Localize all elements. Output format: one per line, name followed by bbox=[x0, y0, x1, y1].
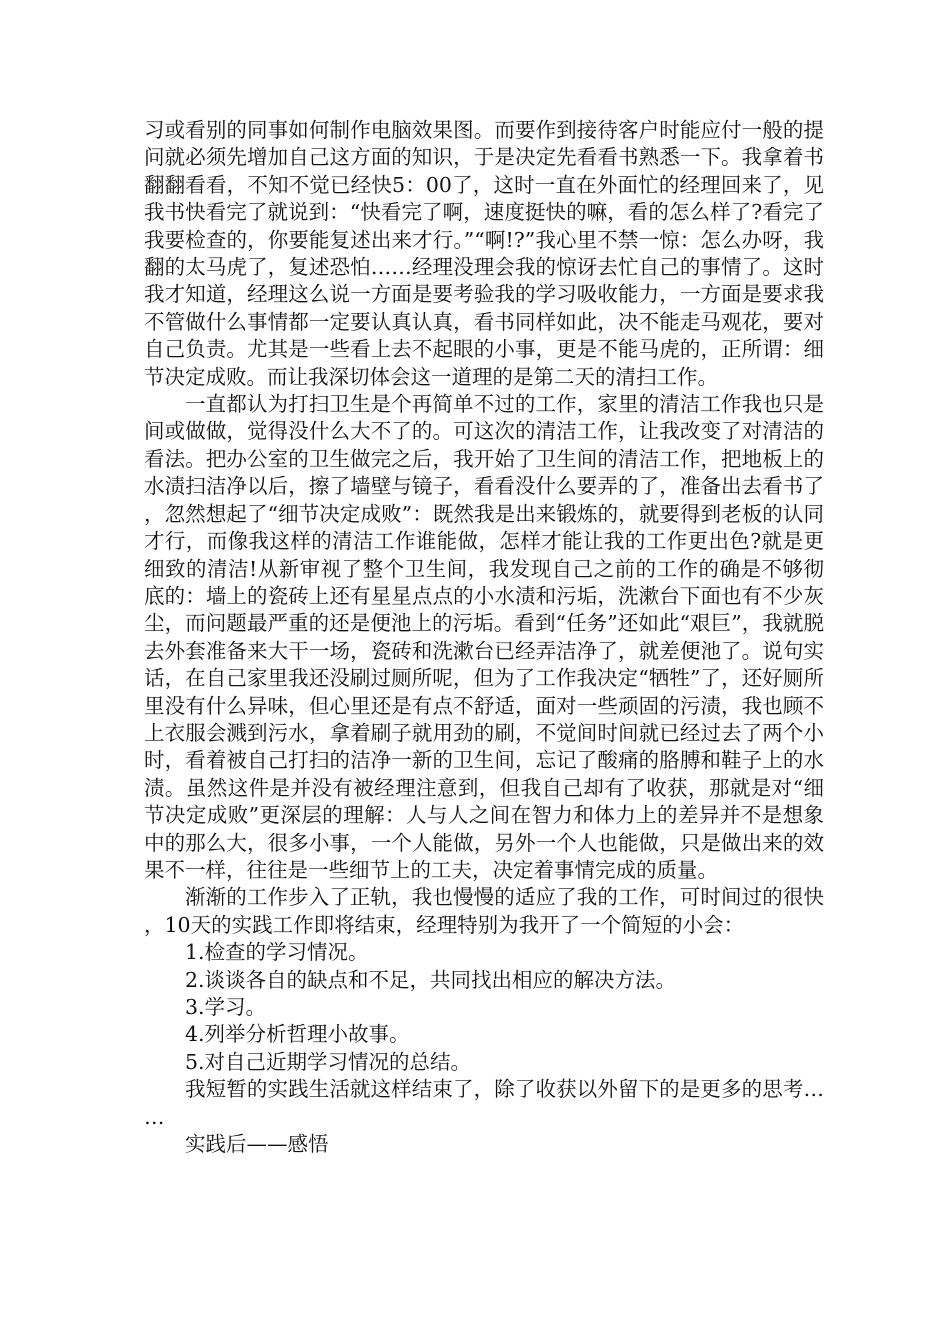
paragraph-cleaning: 一直都认为打扫卫生是个再简单不过的工作，家里的清洁工作我也只是间或做做，觉得没什么大不了的。可这次的清洁工作，让我改变了对清洁的看法。把办公室的卫生做完之后，我开始了卫生间的清洁工作，把地板上的水渍扫洁净以后，擦了墙壁与镜子，看看没什么要弄的了，准备出去看书了，忽然想起了“细节决定成败”：既然我是出来锻炼的，就要得到老板的认同才行，而像我这样的清洁工作谁能做，怎样才能让我的工作更出色?就是更细致的清洁!从新审视了整个卫生间，我发现自己之前的工作的确是不够彻底的：墙上的瓷砖上还有星星点点的小水渍和污垢，洗漱台下面也有不少灰尘，而问题最严重的还是便池上的污垢。看到“任务”还如此“艰巨”，我就脱去外套准备来大干一场，瓷砖和洗漱台已经弄洁净了，就差便池了。说句实话，在自己家里我还没刷过厕所呢，但为了工作我决定“牺牲”了，还好厕所里没有什么异味，但心里还是有点不舒适，面对一些顽固的污渍，我也顾不上衣服会溅到污水，拿着刷子就用劲的刷，不觉间时间就已经过去了两个小时，看着被自己打扫的洁净一新的卫生间，忘记了酸痛的胳膊和鞋子上的水渍。虽然这件是并没有被经理注意到，但我自己却有了收获，那就是对“细节决定成败”更深层的理解：人与人之间在智力和体力上的差异并不是想象中的那么大，很多小事，一个人能做，另外一个人也能做，只是做出来的效果不一样，往往是一些细节上的工夫，决定着事情完成的质量。 bbox=[144, 392, 824, 882]
list-item-2: 2.谈谈各自的缺点和不足，共同找出相应的解决方法。 bbox=[185, 967, 677, 992]
section-heading: 实践后——感悟 bbox=[185, 1132, 329, 1157]
paragraph-continuation: 习或看别的同事如何制作电脑效果图。而要作到接待客户时能应付一般的提问就必须先增加自己这方面的知识，于是决定先看看书熟悉一下。我拿着书翻翻看看，不知不觉已经快5：00了，这时一直在外面忙的经理回来了，见我书快看完了就说到：“快看完了啊，速度挺快的嘛，看的怎么样了?看完了我要检查的，你要能复述出来才行。”“啊!?”我心里不禁一惊：怎么办呀，我翻的太马虎了，复述恐怕……经理没理会我的惊讶去忙自己的事情了。这时我才知道，经理这么说一方面是要考验我的学习吸收能力，一方面是要求我不管做什么事情都一定要认真认真，看书同样如此，决不能走马观花，要对自己负责。尤其是一些看上去不起眼的小事，更是不能马虎的，正所谓：细节决定成败。而让我深切体会这一道理的是第二天的清扫工作。 bbox=[144, 118, 824, 389]
list-item-4: 4.列举分析哲理小故事。 bbox=[185, 1022, 410, 1047]
list-item-3: 3.学习。 bbox=[185, 995, 267, 1019]
list-item-1: 1.检查的学习情况。 bbox=[185, 940, 369, 965]
paragraph-conclusion: 我短暂的实践生活就这样结束了，除了收获以外留下的是更多的思考…… bbox=[144, 1077, 824, 1129]
document-body bbox=[144, 117, 824, 1158]
list-item-5: 5.对自己近期学习情况的总结。 bbox=[185, 1049, 472, 1074]
paragraph-meeting-intro: 渐渐的工作步入了正轨，我也慢慢的适应了我的工作，可时间过的很快，10天的实践工作即将结束，经理特别为我开了一个简短的小会： bbox=[144, 885, 824, 937]
